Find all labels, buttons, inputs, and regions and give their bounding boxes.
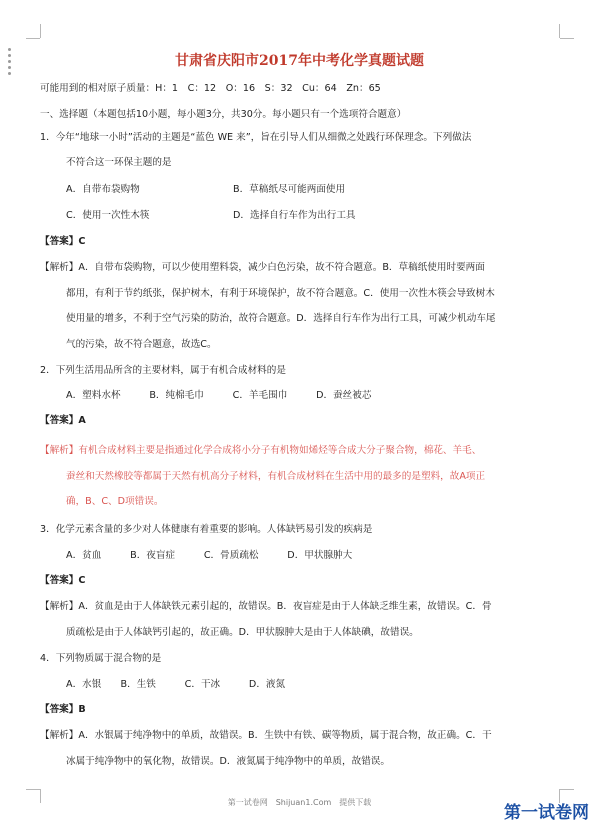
q3-stem: 3．化学元素含量的多少对人体健康有着重要的影响。人体缺钙易引发的疾病是 (40, 524, 373, 535)
q3-analysis-line: 质疏松是由于人体缺钙引起的，故正确。D．甲状腺肿大是由于人体缺碘，故错误。 (66, 627, 419, 638)
q1-stem-line1: 1．今年“地球一小时”活动的主题是“蓝色 WE 来”，旨在引导人们从细微之处践行环保理念。下列做法 (40, 132, 472, 143)
q3-answer: 【答案】C (40, 575, 86, 586)
q1-analysis-line: 【解析】A．自带布袋购物，可以少使用塑料袋，减少白色污染，故不符合题意。B．草稿纸使用时要两面 (40, 262, 485, 273)
q1-option-d: D．选择自行车作为出行工具 (233, 210, 356, 221)
q2-stem: 2．下列生活用品所含的主要材料，属于有机合成材料的是 (40, 365, 286, 376)
section-heading: 一、选择题（本题包括10小题，每小题3分，共30分。每小题只有一个选项符合题意） (40, 109, 407, 120)
q2-options: A．塑料水杯 B．纯棉毛巾 C．羊毛围巾 D．蚕丝被芯 (66, 390, 372, 401)
page-title: 甘肃省庆阳市2017年中考化学真题试题 (175, 53, 424, 69)
crop-mark-bottom-right-h (560, 789, 574, 790)
q1-analysis-line: 气的污染，故不符合题意，故选C。 (66, 339, 217, 350)
q2-answer: 【答案】A (40, 415, 86, 426)
crop-mark-top-right-v (559, 24, 560, 38)
q1-stem-line2: 不符合这一环保主题的是 (66, 157, 172, 168)
q2-analysis-line: 确，B、C、D项错误。 (66, 496, 164, 507)
q1-analysis-line: 使用量的增多，不利于空气污染的防治，故符合题意。D．选择自行车作为出行工具，可减少机动车尾 (66, 313, 496, 324)
q1-option-b: B．草稿纸尽可能两面使用 (233, 184, 346, 195)
q4-analysis-line: 【解析】A．水银属于纯净物中的单质，故错误。B．生铁中有铁、碳等物质，属于混合物，故正确。C．干 (40, 730, 492, 741)
crop-mark-top-right-h (560, 38, 574, 39)
q1-option-a: A．自带布袋购物 (66, 184, 140, 195)
q4-stem: 4．下列物质属于混合物的是 (40, 653, 162, 664)
site-logo: 第一试卷网 (504, 803, 589, 823)
q3-options: A．贫血 B．夜盲症 C．骨质疏松 D．甲状腺肿大 (66, 550, 353, 561)
crop-mark-top-left-v (40, 24, 41, 38)
q3-analysis-line: 【解析】A．贫血是由于人体缺铁元素引起的，故错误。B．夜盲症是由于人体缺乏维生素，故错误。C．骨 (40, 601, 492, 612)
q4-options: A．水银 B．生铁 C．干冰 D．液氮 (66, 679, 286, 690)
crop-mark-top-left-h (26, 38, 40, 39)
q4-answer: 【答案】B (40, 704, 86, 715)
q4-analysis-line: 冰属于纯净物中的氧化物，故错误。D．液氮属于纯净物中的单质，故错误。 (66, 756, 390, 767)
page-footer: 第一试卷网 Shijuan1.Com 提供下载 (227, 798, 372, 807)
crop-mark-bottom-left-h (26, 789, 40, 790)
q1-option-c: C．使用一次性木筷 (66, 210, 150, 221)
q2-analysis-line: 蚕丝和天然橡胶等都属于天然有机高分子材料，有机合成材料在生活中用的最多的是塑料，故A项正 (66, 471, 486, 482)
q2-analysis-line: 【解析】有机合成材料主要是指通过化学合成将小分子有机物如烯烃等合成大分子聚合物，棉花、羊毛、 (40, 445, 482, 456)
atomic-masses-line: 可能用到的相对原子质量：H：1 C：12 O：16 S：32 Cu：64 Zn：65 (40, 83, 381, 94)
q1-analysis-line: 都用，有利于节约纸张，保护树木，有利于环境保护，故不符合题意。C．使用一次性木筷会导致树木 (66, 288, 495, 299)
q1-answer: 【答案】C (40, 236, 86, 247)
